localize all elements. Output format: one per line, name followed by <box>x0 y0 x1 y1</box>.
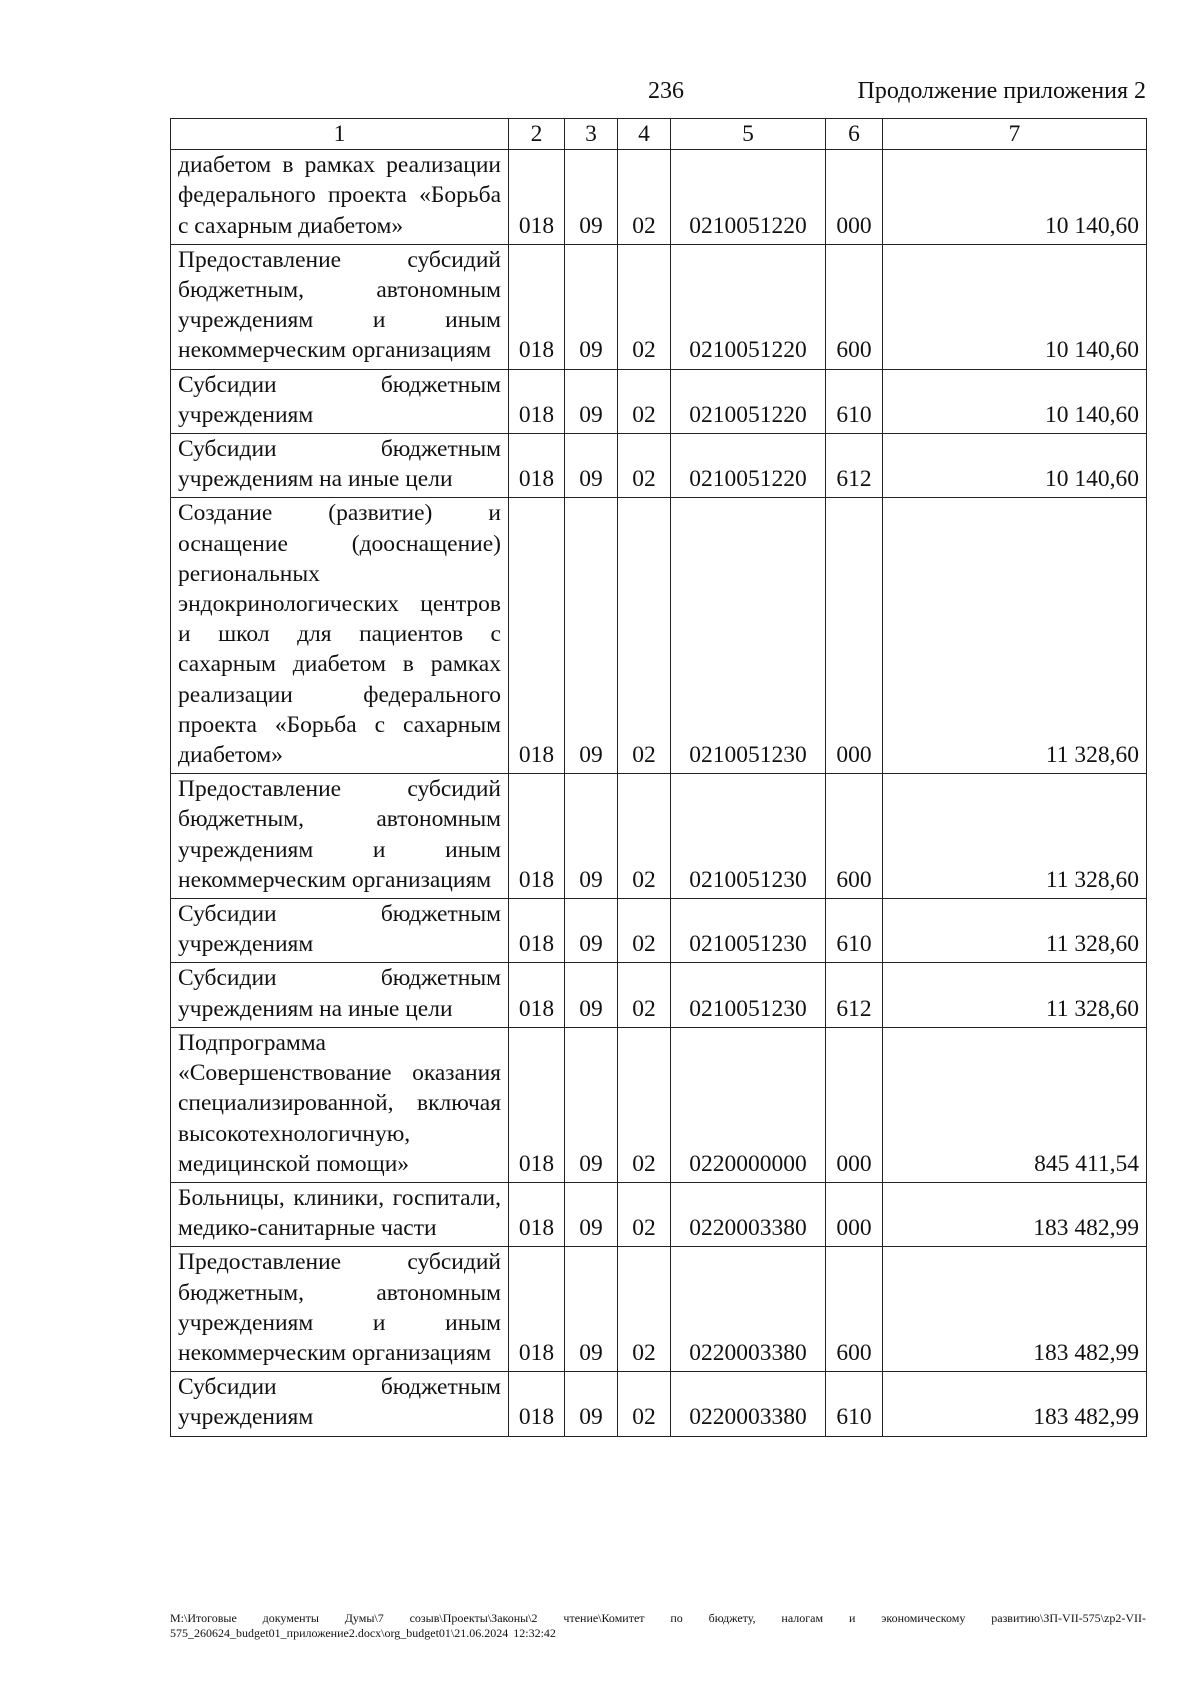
ministry-code: 018 <box>509 369 565 433</box>
section-code: 09 <box>565 963 618 1027</box>
subsection-code: 02 <box>618 244 671 369</box>
amount: 10 140,60 <box>883 369 1147 433</box>
row-name: Предоставление субсидий бюджетным, автономным учреждениям и иным некоммерческим организациям <box>171 1247 509 1372</box>
ministry-code: 018 <box>509 150 565 245</box>
section-code: 09 <box>565 1182 618 1246</box>
target-article-code: 0220003380 <box>671 1182 826 1246</box>
amount: 10 140,60 <box>883 244 1147 369</box>
target-article-code: 0210051220 <box>671 434 826 498</box>
row-name: Субсидии бюджетным учреждениям <box>171 899 509 963</box>
amount: 10 140,60 <box>883 434 1147 498</box>
row-name: диабетом в рамках реализации федерального проекта «Борьба с сахарным диабетом» <box>171 150 509 245</box>
column-header: 2 <box>509 119 565 150</box>
subsection-code: 02 <box>618 963 671 1027</box>
target-article-code: 0210051220 <box>671 369 826 433</box>
target-article-code: 0210051230 <box>671 899 826 963</box>
subsection-code: 02 <box>618 1247 671 1372</box>
section-code: 09 <box>565 369 618 433</box>
expense-type-code: 000 <box>826 150 883 245</box>
table-row <box>171 150 1147 245</box>
continuation-label: Продолжение приложения 2 <box>857 78 1146 104</box>
target-article-code: 0210051220 <box>671 150 826 245</box>
target-article-code: 0210051230 <box>671 774 826 899</box>
row-name: Субсидии бюджетным учреждениям на иные цели <box>171 434 509 498</box>
page-number: 236 <box>648 78 684 104</box>
section-code: 09 <box>565 498 618 774</box>
ministry-code: 018 <box>509 963 565 1027</box>
subsection-code: 02 <box>618 1372 671 1436</box>
row-name: Создание (развитие) и оснащение (дооснащение) региональных эндокринологических центров и школ для пациентов с сахарным диабетом в рамках реализации федерального проекта «Борьба с сахарным диабетом» <box>171 498 509 774</box>
ministry-code: 018 <box>509 434 565 498</box>
subsection-code: 02 <box>618 434 671 498</box>
amount: 11 328,60 <box>883 774 1147 899</box>
section-code: 09 <box>565 434 618 498</box>
row-name: Субсидии бюджетным учреждениям <box>171 369 509 433</box>
section-code: 09 <box>565 244 618 369</box>
amount: 10 140,60 <box>883 150 1147 245</box>
expense-type-code: 610 <box>826 1372 883 1436</box>
table-row <box>171 434 1147 498</box>
row-name: Больницы, клиники, госпитали, медико-санитарные части <box>171 1182 509 1246</box>
expense-type-code: 000 <box>826 1027 883 1182</box>
column-header: 5 <box>671 119 826 150</box>
subsection-code: 02 <box>618 774 671 899</box>
table-row <box>171 963 1147 1027</box>
file-path-footer: M:\Итоговые документы Думы\7 созыв\Проекты\Законы\2 чтение\Комитет по бюджету, налогам и экономическому развитию\ЗП-VII-575\zp2-VII-575_260624_budget01_приложение2.docx\org_budget01\21.06.2024 12:32:42 <box>170 1611 1146 1640</box>
column-header: 1 <box>171 119 509 150</box>
table-row <box>171 1372 1147 1436</box>
amount: 11 328,60 <box>883 498 1147 774</box>
target-article-code: 0210051230 <box>671 498 826 774</box>
amount: 11 328,60 <box>883 963 1147 1027</box>
budget-table <box>170 118 1147 1437</box>
page-header <box>0 74 1200 114</box>
table-row <box>171 774 1147 899</box>
row-name: Предоставление субсидий бюджетным, автономным учреждениям и иным некоммерческим организациям <box>171 244 509 369</box>
subsection-code: 02 <box>618 899 671 963</box>
amount: 845 411,54 <box>883 1027 1147 1182</box>
row-name: Предоставление субсидий бюджетным, автономным учреждениям и иным некоммерческим организациям <box>171 774 509 899</box>
ministry-code: 018 <box>509 1372 565 1436</box>
expense-type-code: 612 <box>826 963 883 1027</box>
column-header: 3 <box>565 119 618 150</box>
column-header: 7 <box>883 119 1147 150</box>
row-name: Подпрограмма «Совершенствование оказания специализированной, включая высокотехнологичную, медицинской помощи» <box>171 1027 509 1182</box>
expense-type-code: 000 <box>826 1182 883 1246</box>
row-name: Субсидии бюджетным учреждениям <box>171 1372 509 1436</box>
section-code: 09 <box>565 1372 618 1436</box>
expense-type-code: 600 <box>826 244 883 369</box>
ministry-code: 018 <box>509 1027 565 1182</box>
ministry-code: 018 <box>509 498 565 774</box>
table-row <box>171 899 1147 963</box>
table-row <box>171 244 1147 369</box>
table-row <box>171 498 1147 774</box>
ministry-code: 018 <box>509 774 565 899</box>
ministry-code: 018 <box>509 1247 565 1372</box>
subsection-code: 02 <box>618 1027 671 1182</box>
section-code: 09 <box>565 899 618 963</box>
section-code: 09 <box>565 1247 618 1372</box>
target-article-code: 0220003380 <box>671 1372 826 1436</box>
section-code: 09 <box>565 1027 618 1182</box>
table-row <box>171 1182 1147 1246</box>
target-article-code: 0220000000 <box>671 1027 826 1182</box>
table-row <box>171 1027 1147 1182</box>
section-code: 09 <box>565 150 618 245</box>
ministry-code: 018 <box>509 1182 565 1246</box>
row-name: Субсидии бюджетным учреждениям на иные цели <box>171 963 509 1027</box>
subsection-code: 02 <box>618 1182 671 1246</box>
expense-type-code: 000 <box>826 498 883 774</box>
expense-type-code: 610 <box>826 369 883 433</box>
target-article-code: 0210051220 <box>671 244 826 369</box>
expense-type-code: 600 <box>826 774 883 899</box>
table-row <box>171 369 1147 433</box>
subsection-code: 02 <box>618 498 671 774</box>
section-code: 09 <box>565 774 618 899</box>
table-row <box>171 1247 1147 1372</box>
amount: 183 482,99 <box>883 1182 1147 1246</box>
expense-type-code: 610 <box>826 899 883 963</box>
column-header-row <box>171 119 1147 150</box>
target-article-code: 0210051230 <box>671 963 826 1027</box>
column-header: 6 <box>826 119 883 150</box>
amount: 11 328,60 <box>883 899 1147 963</box>
subsection-code: 02 <box>618 150 671 245</box>
amount: 183 482,99 <box>883 1247 1147 1372</box>
subsection-code: 02 <box>618 369 671 433</box>
column-header: 4 <box>618 119 671 150</box>
expense-type-code: 600 <box>826 1247 883 1372</box>
ministry-code: 018 <box>509 899 565 963</box>
target-article-code: 0220003380 <box>671 1247 826 1372</box>
ministry-code: 018 <box>509 244 565 369</box>
amount: 183 482,99 <box>883 1372 1147 1436</box>
expense-type-code: 612 <box>826 434 883 498</box>
